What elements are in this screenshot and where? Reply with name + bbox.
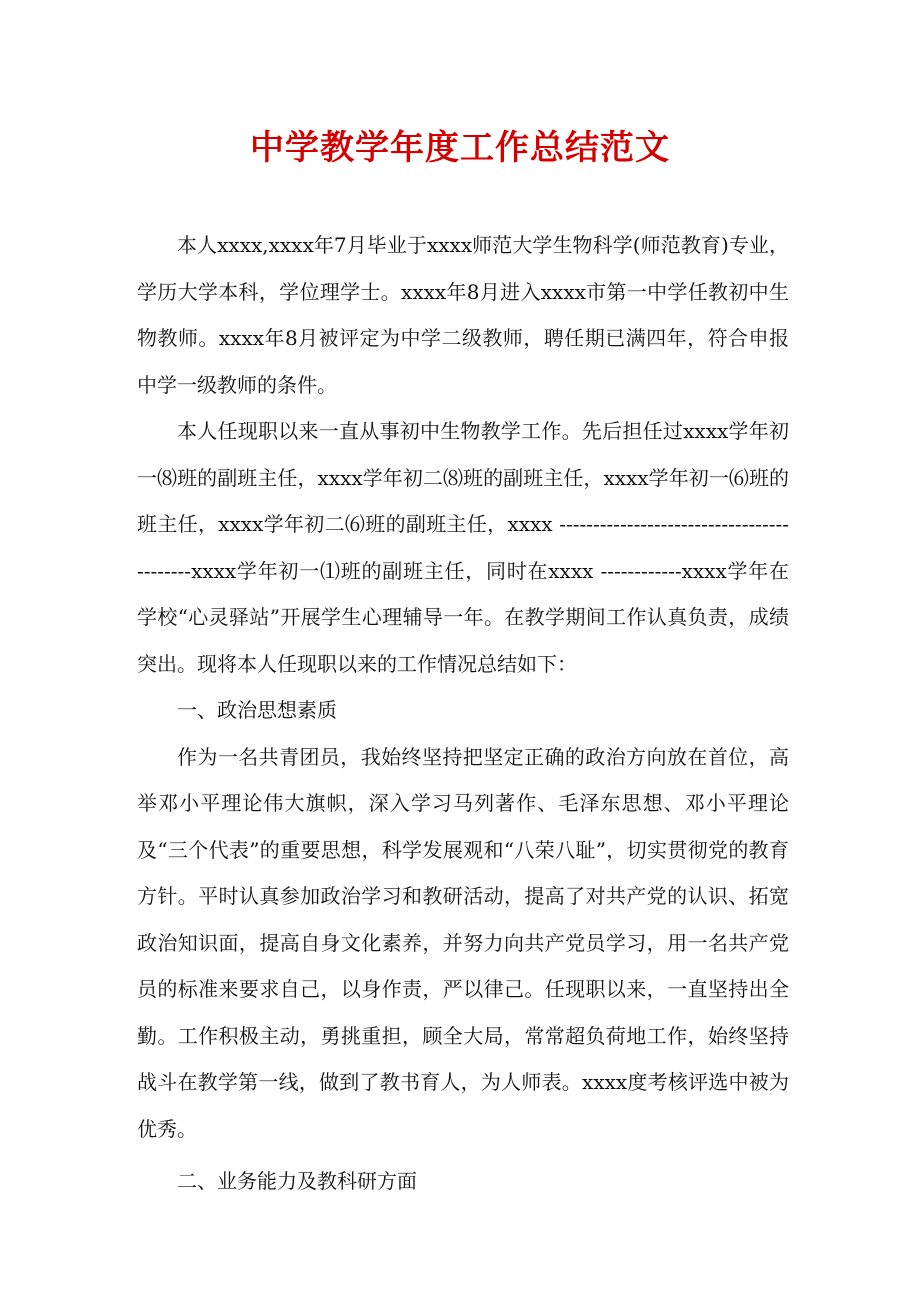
- document-title: 中学教学年度工作总结范文: [250, 128, 670, 168]
- section-heading-political: 一、政治思想素质: [177, 698, 337, 722]
- paragraph-political: 作为一名共青团员，我始终坚持把坚定正确的政治方向放在首位，高举邓小平理论伟大旗帜，深入学习马列著作、毛泽东思想、邓小平理论及“三个代表”的重要思想，科学发展观和“八荣八耻”，切实贯彻党的教育方针。平时认真参加政治学习和教研活动，提高了对共产党的认识、拓宽政治知识面，提高自身文化素养，并努力向共产党员学习，用一名共产党员的标准来要求自己，以身作责，严以律己。任现职以来，一直坚持出全勤。工作积极主动，勇挑重担，顾全大局，常常超负荷地工作，始终坚持战斗在教学第一线，做到了教书育人，为人师表。xxxx度考核评选中被为优秀。: [137, 744, 789, 1141]
- section-heading-professional: 二、业务能力及教科研方面: [177, 1169, 417, 1193]
- document-body: [137, 222, 789, 1205]
- paragraph-intro: 本人xxxx,xxxx年7月毕业于xxxx师范大学生物科学(师范教育)专业，学历大学本科，学位理学士。xxxx年8月进入xxxx市第一中学任教初中生物教师。xxxx年8月被评定为中学二级教师，聘任期已满四年，符合申报中学一级教师的条件。: [137, 233, 789, 397]
- paragraph-work-history: 本人任现职以来一直从事初中生物教学工作。先后担任过xxxx学年初一⑻班的副班主任，xxxx学年初二⑻班的副班主任，xxxx学年初一⑹班的班主任，xxxx学年初二⑹班的副班主任，xxxx ------------------------------------------xxxx学年初一⑴班的副班主任，同时在xxxx ------------xxxx学年在学校“心灵驿站”开展学生心理辅导一年。在教学期间工作认真负责，成绩突出。现将本人任现职以来的工作情况总结如下：: [137, 419, 789, 676]
